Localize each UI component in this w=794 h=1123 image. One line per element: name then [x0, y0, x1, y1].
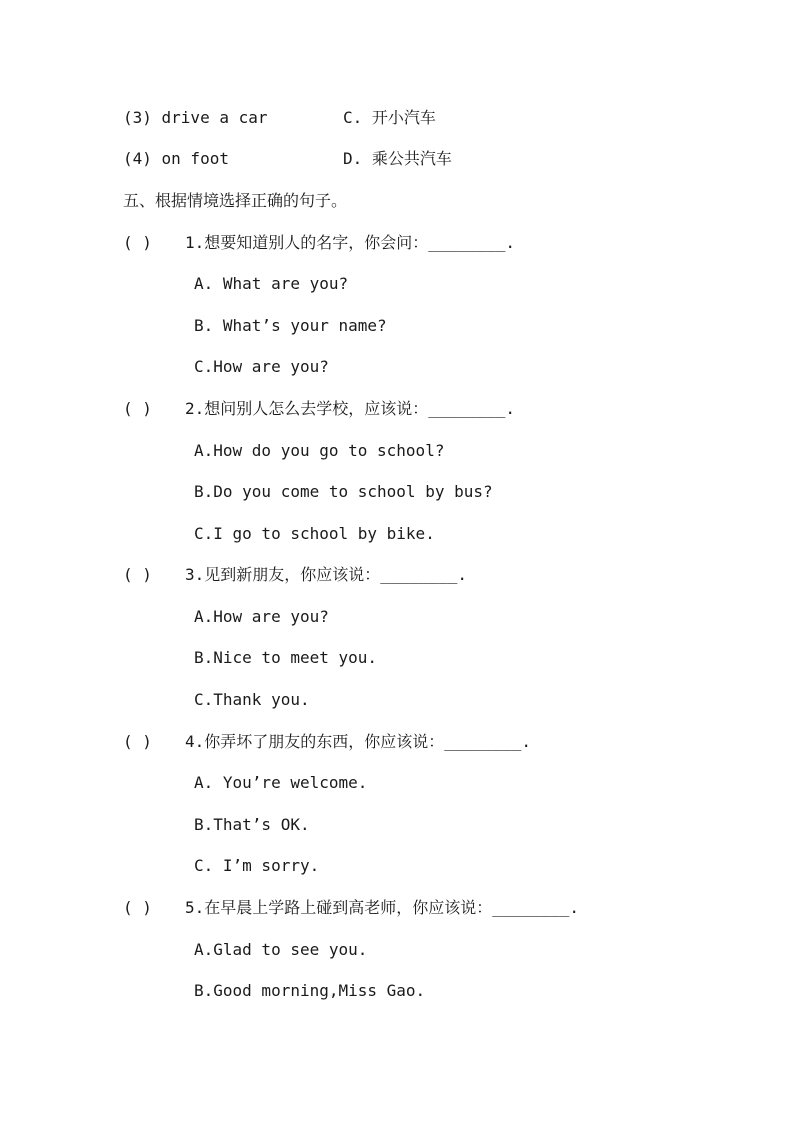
question-3-option-a: A.How are you? [194, 607, 329, 626]
question-3-option-c: C.Thank you. [194, 690, 310, 709]
question-2-option-c: C.I go to school by bike. [194, 524, 435, 543]
question-3-option-b: B.Nice to meet you. [194, 648, 378, 667]
answer-blank-5[interactable]: ( ) [123, 898, 152, 917]
question-4: 4.你弄坏了朋友的东西，你应该说：________. [185, 732, 531, 751]
question-5: 5.在早晨上学路上碰到高老师，你应该说：________. [185, 898, 579, 917]
question-1: 1.想要知道别人的名字，你会问：________. [185, 233, 515, 252]
match-item-3-english: (3) drive a car [123, 108, 268, 127]
match-item-c-chinese: C. 开小汽车 [343, 108, 436, 127]
question-4-option-a: A. You’re welcome. [194, 773, 368, 792]
question-1-option-a: A. What are you? [194, 274, 349, 293]
question-4-option-b: B.That’s OK. [194, 815, 310, 834]
question-2-option-a: A.How do you go to school? [194, 441, 445, 460]
question-1-option-b: B. What’s your name? [194, 316, 387, 335]
question-2: 2.想问别人怎么去学校，应该说：________. [185, 399, 515, 418]
section-title: 五、根据情境选择正确的句子。 [123, 191, 348, 210]
question-2-option-b: B.Do you come to school by bus? [194, 482, 493, 501]
question-4-option-c: C. I’m sorry. [194, 856, 320, 875]
match-item-4-english: (4) on foot [123, 149, 229, 168]
answer-blank-3[interactable]: ( ) [123, 565, 152, 584]
answer-blank-1[interactable]: ( ) [123, 233, 152, 252]
answer-blank-4[interactable]: ( ) [123, 732, 152, 751]
question-3: 3.见到新朋友，你应该说：________. [185, 565, 467, 584]
match-item-d-chinese: D. 乘公共汽车 [343, 149, 452, 168]
question-5-option-b: B.Good morning,Miss Gao. [194, 981, 426, 1000]
question-1-option-c: C.How are you? [194, 357, 329, 376]
question-5-option-a: A.Glad to see you. [194, 940, 368, 959]
answer-blank-2[interactable]: ( ) [123, 399, 152, 418]
